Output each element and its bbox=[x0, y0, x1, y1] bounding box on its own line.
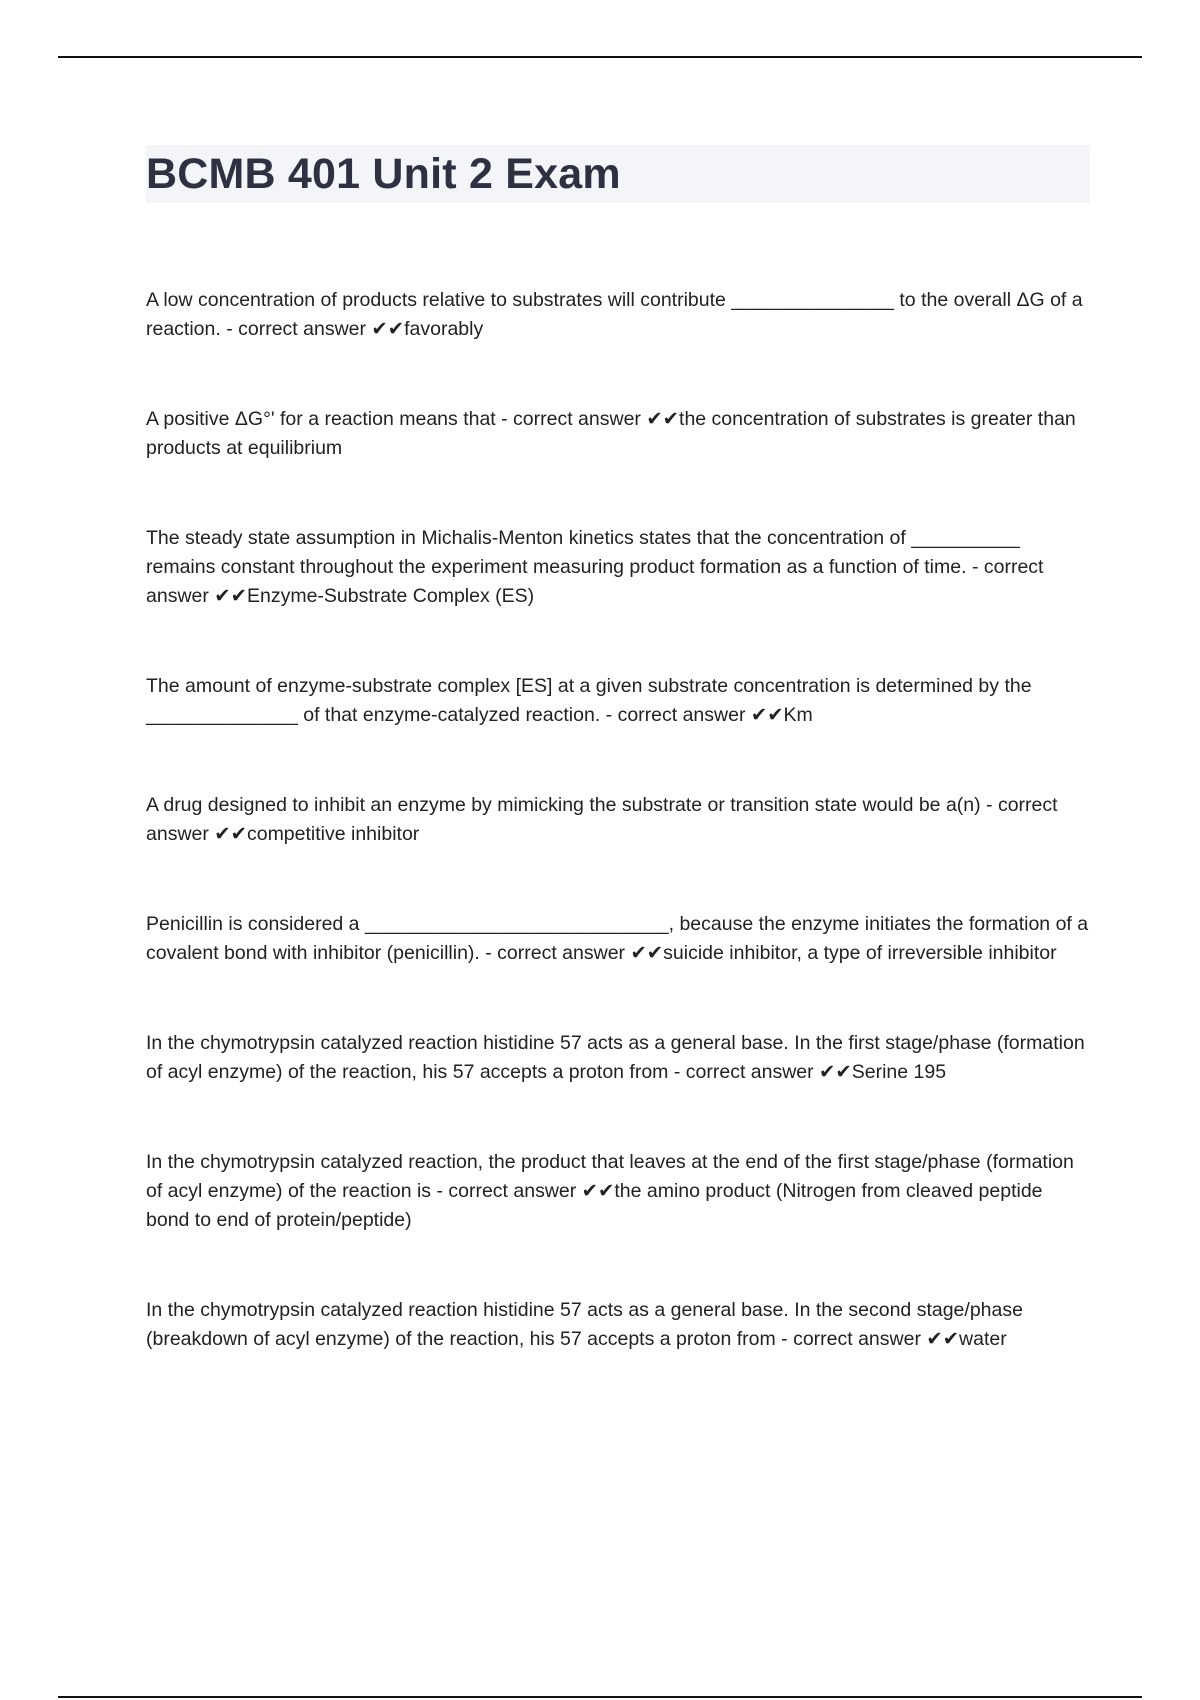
answer-separator: - correct answer ✔✔ bbox=[495, 408, 680, 430]
answer-text: Enzyme-Substrate Complex (ES) bbox=[246, 585, 535, 607]
bottom-rule bbox=[58, 1696, 1142, 1698]
question-item bbox=[146, 1148, 1090, 1235]
page-title: BCMB 401 Unit 2 Exam bbox=[146, 150, 621, 198]
question-list bbox=[146, 286, 1090, 1354]
question-item bbox=[146, 1296, 1090, 1354]
question-text: In the chymotrypsin catalyzed reaction, the product that leaves at the end of the first stage/phase (formation of acyl enzyme) of the reaction is bbox=[146, 1151, 1074, 1202]
question-item bbox=[146, 405, 1090, 463]
top-rule bbox=[58, 56, 1142, 58]
answer-separator: - correct answer ✔✔ bbox=[146, 556, 1044, 607]
question-text: A low concentration of products relative to substrates will contribute _______________ to the overall ΔG of a reaction. bbox=[146, 289, 1083, 340]
question-item bbox=[146, 524, 1090, 611]
question-item bbox=[146, 672, 1090, 730]
question-item bbox=[146, 286, 1090, 344]
question-text: In the chymotrypsin catalyzed reaction histidine 57 acts as a general base. In the first stage/phase (formation of acyl enzyme) of the reaction, his 57 accepts a proton from bbox=[146, 1032, 1085, 1083]
answer-separator: - correct answer ✔✔ bbox=[600, 704, 784, 726]
answer-separator: - correct answer ✔✔ bbox=[220, 318, 405, 340]
question-text: In the chymotrypsin catalyzed reaction histidine 57 acts as a general base. In the second stage/phase (breakdown of acyl enzyme) of the reaction, his 57 accepts a proton from bbox=[146, 1299, 1023, 1350]
question-text: The amount of enzyme-substrate complex [ES] at a given substrate concentration is determined by the ______________ of that enzyme-catalyzed reaction. bbox=[146, 675, 1032, 726]
question-item bbox=[146, 910, 1090, 968]
question-item bbox=[146, 1029, 1090, 1087]
answer-text: suicide inhibitor, a type of irreversible inhibitor bbox=[663, 942, 1057, 964]
answer-separator: - correct answer ✔✔ bbox=[431, 1180, 615, 1202]
answer-text: competitive inhibitor bbox=[246, 823, 420, 845]
title-bar bbox=[146, 145, 1090, 203]
answer-text: water bbox=[959, 1328, 1007, 1350]
answer-text: the amino product (Nitrogen from cleaved peptide bond to end of protein/peptide) bbox=[146, 1180, 1043, 1231]
question-text: A positive ΔG°' for a reaction means that bbox=[146, 408, 496, 430]
answer-separator: - correct answer ✔✔ bbox=[668, 1061, 852, 1083]
question-text: Penicillin is considered a ____________________________, because the enzyme initiates the formation of a covalent bond with inhibitor (penicillin). bbox=[146, 913, 1089, 964]
answer-text: Km bbox=[783, 704, 813, 726]
question-text: The steady state assumption in Michalis-Menton kinetics states that the concentration of __________ remains constant throughout the experiment measuring product formation as a function of time. bbox=[146, 527, 1020, 578]
answer-text: the concentration of substrates is greater than products at equilibrium bbox=[146, 408, 1076, 459]
answer-separator: - correct answer ✔✔ bbox=[146, 794, 1058, 845]
question-item bbox=[146, 791, 1090, 849]
answer-text: Serine 195 bbox=[851, 1061, 947, 1083]
answer-text: favorably bbox=[404, 318, 484, 340]
answer-separator: - correct answer ✔✔ bbox=[775, 1328, 960, 1350]
question-text: A drug designed to inhibit an enzyme by mimicking the substrate or transition state would be a(n) bbox=[146, 794, 981, 816]
answer-separator: - correct answer ✔✔ bbox=[479, 942, 664, 964]
